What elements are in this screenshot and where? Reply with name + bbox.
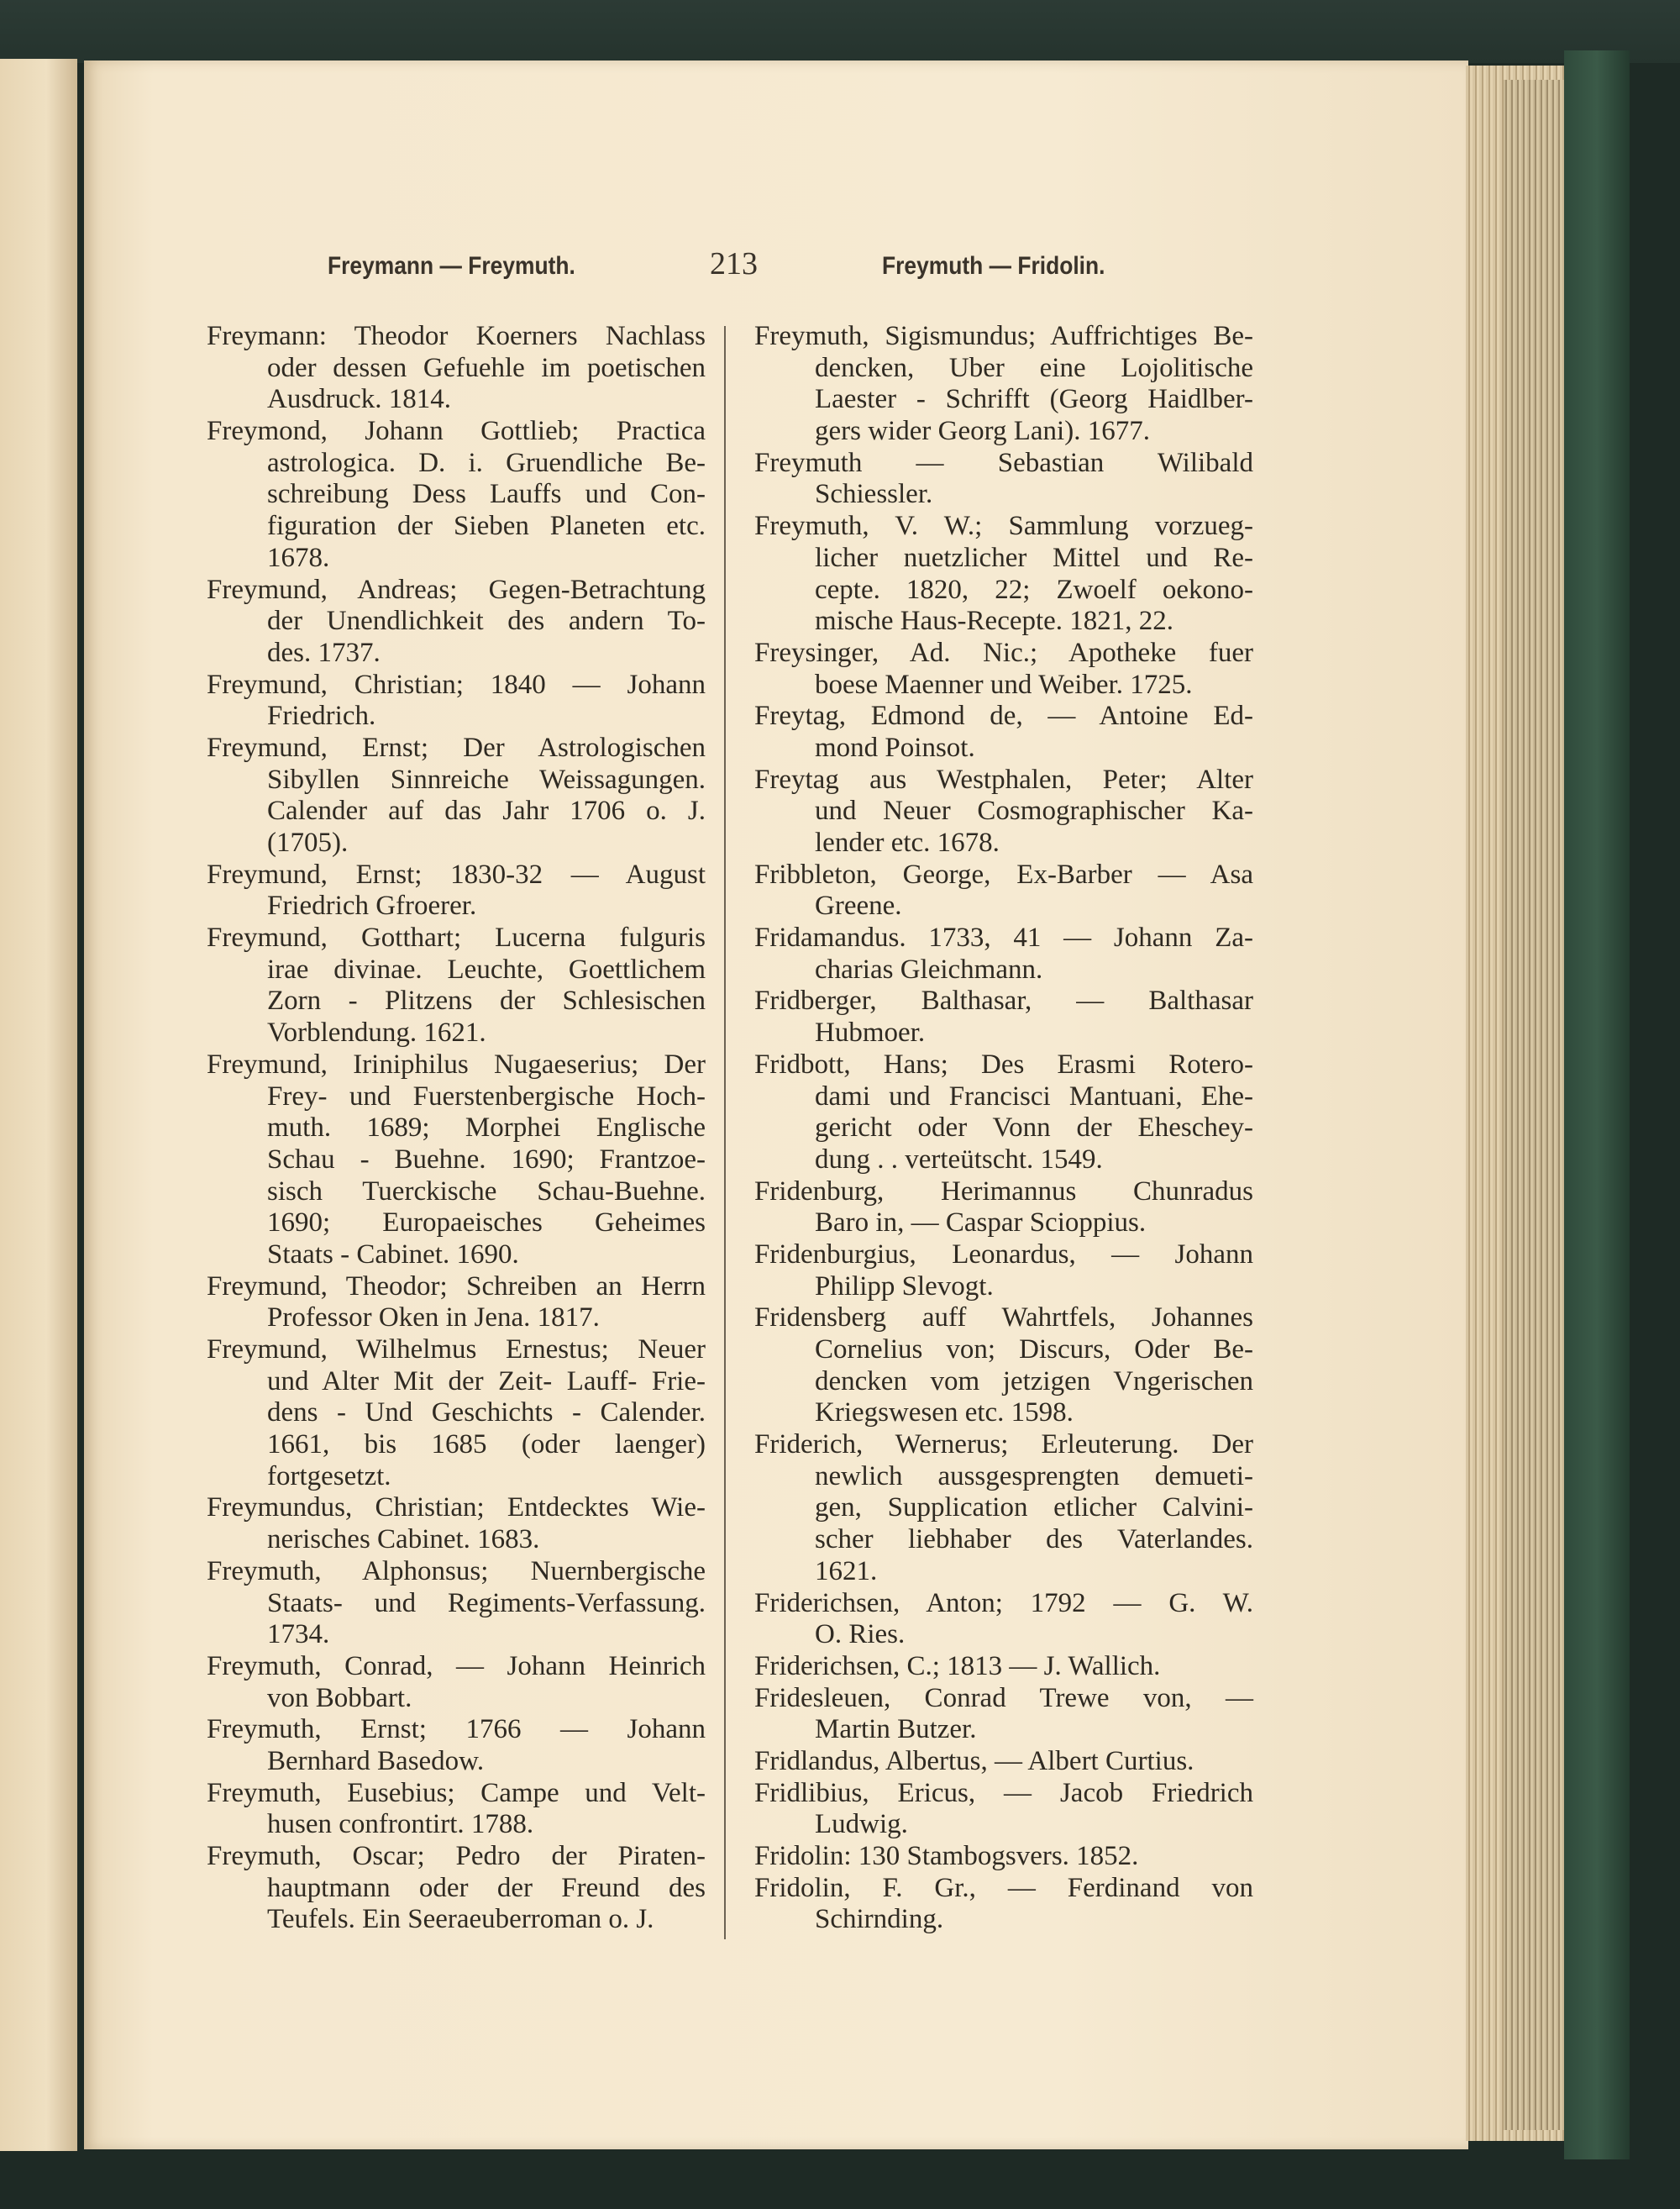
entry-heading-line: Fridenburg, Herimannus Chunradus <box>754 1176 1253 1207</box>
book-cover <box>1564 50 1630 2159</box>
index-entry <box>754 1683 1253 1746</box>
index-entry <box>754 701 1253 764</box>
entry-heading-line: Freymund, Theodor; Schreiben an Herrn <box>207 1270 706 1302</box>
entry-continuation-line: lender etc. 1678. <box>815 828 1000 858</box>
entry-continuation-line: Philipp Slevogt. <box>815 1270 994 1302</box>
index-entry <box>207 733 706 860</box>
entry-heading-line: Fridesleuen, Conrad Trewe von, — <box>754 1682 1253 1713</box>
index-entry <box>207 1778 706 1841</box>
entry-continuation-line: dami und Francisci Mantuani, Ehe- <box>815 1081 1253 1112</box>
entry-continuation-line: Kriegswesen etc. 1598. <box>815 1397 1074 1428</box>
entry-continuation-line: und Alter Mit der Zeit- Lauff- Frie- <box>267 1365 706 1396</box>
entry-heading-line: Freysinger, Ad. Nic.; Apotheke fuer <box>754 637 1253 668</box>
entry-heading-line: Freymundus, Christian; Entdecktes Wie- <box>207 1492 706 1523</box>
entry-continuation-line: Bernhard Basedow. <box>267 1745 485 1776</box>
entry-heading-line: Freytag, Edmond de, — Antoine Ed- <box>754 701 1253 732</box>
entry-heading-line: Fribbleton, George, Ex-Barber — Asa <box>754 859 1253 890</box>
entry-continuation-line: Vorblendung. 1621. <box>267 1018 486 1049</box>
entry-continuation-line: mische Haus-Recepte. 1821, 22. <box>815 606 1174 637</box>
entry-continuation-line: fortgesetzt. <box>267 1460 391 1491</box>
entry-heading-line: Freymuth, Sigismundus; Auffrichtiges Be- <box>754 321 1253 351</box>
running-head-right: Freymuth — Fridolin. <box>882 252 1105 280</box>
entry-continuation-line: (1705). <box>267 828 349 858</box>
entry-heading-line: Freymuth, V. W.; Sammlung vorzueg- <box>754 511 1253 542</box>
entry-continuation-line: Friedrich Gfroerer. <box>267 891 477 922</box>
entry-heading-line: Friderichsen, Anton; 1792 — G. W. <box>754 1587 1253 1618</box>
index-entry <box>207 575 706 670</box>
entry-continuation-line: 1734. <box>267 1619 330 1650</box>
entry-continuation-line: licher nuetzlicher Mittel und Re- <box>815 542 1253 573</box>
entry-heading-line: Freymuth — Sebastian Wilibald <box>754 447 1253 478</box>
entry-continuation-line: gericht oder Vonn der Eheschey- <box>815 1112 1253 1144</box>
entry-heading-line: Freymund, Andreas; Gegen-Betrachtung <box>207 574 706 605</box>
previous-page-edge <box>0 59 77 2151</box>
entry-heading-line: Fridlibius, Ericus, — Jacob Friedrich <box>754 1777 1253 1808</box>
entry-continuation-line: und Neuer Cosmographischer Ka- <box>815 796 1253 827</box>
entry-continuation-line: husen confrontirt. 1788. <box>267 1809 534 1840</box>
entry-continuation-line: Staats - Cabinet. 1690. <box>267 1239 519 1270</box>
index-entry <box>207 670 706 733</box>
index-entry <box>754 923 1253 986</box>
entry-continuation-line: Zorn - Plitzens der Schlesischen <box>267 986 706 1017</box>
entry-heading-line: Freymuth, Eusebius; Campe und Velt- <box>207 1777 706 1808</box>
index-entry <box>207 1334 706 1492</box>
index-entry <box>754 1651 1253 1683</box>
entry-heading-line: Fridlandus, Albertus, — Albert Curtius. <box>754 1745 1194 1776</box>
entry-continuation-line: Schau - Buehne. 1690; Frantzoe- <box>267 1144 706 1175</box>
entry-heading-line: Freymund, Ernst; Der Astrologischen <box>207 732 706 763</box>
left-column <box>207 321 706 1936</box>
entry-heading-line: Fridenburgius, Leonardus, — Johann <box>754 1239 1253 1270</box>
entry-continuation-line: Baro in, — Caspar Scioppius. <box>815 1207 1147 1239</box>
index-entry <box>754 1049 1253 1176</box>
index-entry <box>207 321 706 416</box>
index-entry <box>207 1271 706 1334</box>
entry-continuation-line: Sibyllen Sinnreiche Weissagungen. <box>267 764 706 795</box>
entry-heading-line: Freymann: Theodor Koerners Nachlass <box>207 321 706 351</box>
index-entry <box>207 1714 706 1777</box>
entry-continuation-line: Calender auf das Jahr 1706 o. J. <box>267 796 706 827</box>
entry-continuation-line: Schiessler. <box>815 479 933 510</box>
entry-continuation-line: Friedrich. <box>267 701 376 732</box>
entry-continuation-line: Frey- und Fuerstenbergische Hoch- <box>267 1081 706 1112</box>
entry-heading-line: Freymund, Wilhelmus Ernestus; Neuer <box>207 1334 706 1365</box>
entry-continuation-line: Greene. <box>815 891 902 922</box>
index-entry <box>754 1429 1253 1587</box>
index-entry <box>754 448 1253 511</box>
entry-heading-line: Fridolin: 130 Stambogsvers. 1852. <box>754 1841 1139 1871</box>
running-head-left: Freymann — Freymuth. <box>328 252 575 280</box>
entry-continuation-line: gers wider Georg Lani). 1677. <box>815 416 1150 447</box>
entry-continuation-line: oder dessen Gefuehle im poetischen <box>267 352 706 383</box>
entry-heading-line: Freymond, Johann Gottlieb; Practica <box>207 416 706 447</box>
index-entry <box>207 923 706 1049</box>
page-number: 213 <box>710 246 758 281</box>
column-divider <box>724 326 726 1939</box>
entry-continuation-line: dencken, Uber eine Lojolitische <box>815 352 1253 383</box>
index-entry <box>207 860 706 923</box>
entry-continuation-line: newlich aussgesprengten demueti- <box>815 1460 1253 1491</box>
index-entry <box>207 1651 706 1714</box>
index-entry <box>754 1778 1253 1841</box>
entry-continuation-line: cepte. 1820, 22; Zwoelf oekono- <box>815 574 1253 605</box>
entry-continuation-line: figuration der Sieben Planeten etc. <box>267 511 706 542</box>
entry-continuation-line: O. Ries. <box>815 1619 906 1650</box>
entry-continuation-line: 1678. <box>267 542 330 573</box>
entry-continuation-line: Schirnding. <box>815 1904 944 1935</box>
entry-heading-line: Freymuth, Ernst; 1766 — Johann <box>207 1714 706 1745</box>
entry-continuation-line: Staats- und Regiments-Verfassung. <box>267 1587 706 1618</box>
index-entry <box>754 1176 1253 1239</box>
index-entry <box>754 1746 1253 1778</box>
entry-continuation-line: Hubmoer. <box>815 1018 926 1049</box>
entry-heading-line: Fridensberg auff Wahrtfels, Johannes <box>754 1302 1253 1333</box>
index-entry <box>207 416 706 574</box>
entry-continuation-line: scher liebhaber des Vaterlandes. <box>815 1524 1253 1555</box>
entry-continuation-line: nerisches Cabinet. 1683. <box>267 1524 540 1555</box>
entry-heading-line: Freytag aus Westphalen, Peter; Alter <box>754 764 1253 795</box>
entry-continuation-line: charias Gleichmann. <box>815 954 1043 985</box>
entry-heading-line: Fridbott, Hans; Des Erasmi Rotero- <box>754 1049 1253 1080</box>
entry-continuation-line: hauptmann oder der Freund des <box>267 1872 706 1903</box>
entry-continuation-line: mond Poinsot. <box>815 732 975 763</box>
entry-continuation-line: der Unendlichkeit des andern To- <box>267 606 706 637</box>
index-entry <box>754 511 1253 638</box>
entry-continuation-line: Martin Butzer. <box>815 1714 977 1745</box>
index-entry <box>754 321 1253 448</box>
entry-continuation-line: schreibung Dess Lauffs und Con- <box>267 479 706 510</box>
entry-continuation-line: 1621. <box>815 1555 878 1586</box>
entry-heading-line: Freymund, Ernst; 1830-32 — August <box>207 859 706 890</box>
index-entry <box>207 1841 706 1936</box>
entry-heading-line: Freymuth, Oscar; Pedro der Piraten- <box>207 1841 706 1871</box>
index-entry <box>207 1492 706 1555</box>
right-column <box>754 321 1253 1936</box>
entry-continuation-line: 1690; Europaeisches Geheimes <box>267 1207 706 1239</box>
entry-continuation-line: Laester - Schrifft (Georg Haidlber- <box>815 384 1253 415</box>
entry-continuation-line: Teufels. Ein Seeraeuberroman o. J. <box>267 1904 654 1935</box>
entry-heading-line: Freymund, Christian; 1840 — Johann <box>207 669 706 700</box>
index-entry <box>754 765 1253 860</box>
entry-continuation-line: dung . . verteütscht. 1549. <box>815 1144 1103 1175</box>
entry-heading-line: Freymuth, Conrad, — Johann Heinrich <box>207 1650 706 1681</box>
entry-heading-line: Freymund, Iriniphilus Nugaeserius; Der <box>207 1049 706 1080</box>
entry-continuation-line: Ludwig. <box>815 1809 908 1840</box>
entry-continuation-line: Ausdruck. 1814. <box>267 384 452 415</box>
entry-heading-line: Friderichsen, C.; 1813 — J. Wallich. <box>754 1650 1161 1681</box>
index-entry <box>754 1239 1253 1302</box>
index-entry <box>207 1049 706 1271</box>
entry-heading-line: Fridolin, F. Gr., — Ferdinand von <box>754 1872 1253 1903</box>
entry-heading-line: Friderich, Wernerus; Erleuterung. Der <box>754 1429 1253 1460</box>
entry-continuation-line: irae divinae. Leuchte, Goettlichem <box>267 954 706 985</box>
index-entry <box>754 986 1253 1049</box>
page-edges-inner <box>1504 80 1567 2130</box>
entry-continuation-line: astrologica. D. i. Gruendliche Be- <box>267 447 706 478</box>
entry-continuation-line: Cornelius von; Discurs, Oder Be- <box>815 1334 1253 1365</box>
index-entry <box>754 638 1253 701</box>
index-entry <box>754 1302 1253 1429</box>
entry-continuation-line: muth. 1689; Morphei Englische <box>267 1112 706 1144</box>
entry-continuation-line: boese Maenner und Weiber. 1725. <box>815 669 1193 700</box>
entry-heading-line: Freymuth, Alphonsus; Nuernbergische <box>207 1555 706 1586</box>
entry-heading-line: Fridberger, Balthasar, — Balthasar <box>754 986 1253 1017</box>
entry-heading-line: Fridamandus. 1733, 41 — Johann Za- <box>754 923 1253 954</box>
entry-heading-line: Freymund, Gotthart; Lucerna fulguris <box>207 923 706 954</box>
entry-continuation-line: Professor Oken in Jena. 1817. <box>267 1302 600 1333</box>
entry-continuation-line: von Bobbart. <box>267 1682 412 1713</box>
entry-continuation-line: sisch Tuerckische Schau-Buehne. <box>267 1176 706 1207</box>
index-entry <box>754 1873 1253 1936</box>
index-entry <box>754 1588 1253 1651</box>
entry-continuation-line: gen, Supplication etlicher Calvini- <box>815 1492 1253 1523</box>
index-entry <box>207 1556 706 1651</box>
index-entry <box>754 860 1253 923</box>
entry-continuation-line: dens - Und Geschichts - Calender. <box>267 1397 706 1428</box>
scanner-background <box>0 0 1680 63</box>
entry-continuation-line: dencken vom jetzigen Vngerischen <box>815 1365 1253 1396</box>
entry-continuation-line: 1661, bis 1685 (oder laenger) <box>267 1429 706 1460</box>
index-entry <box>754 1841 1253 1873</box>
entry-continuation-line: des. 1737. <box>267 637 381 668</box>
